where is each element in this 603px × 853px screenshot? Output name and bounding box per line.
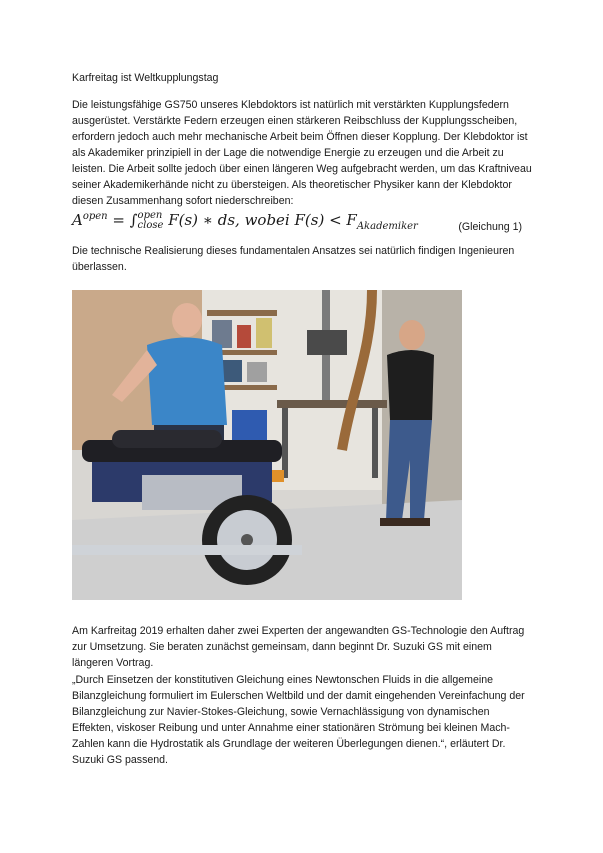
equation-lhs: A [72,211,83,229]
integral-lower-limit: close [137,220,164,231]
paragraph-realisation: Die technische Realisierung dieses fundamentalen Ansatzes sei natürlich findigen Ingenieuren überlassen. [72,245,515,273]
garage-photo [72,290,462,600]
equation-body: F(s) ∗ ds, wobei F(s) < F [168,211,357,229]
integral-upper-limit: open [137,210,163,221]
equation-formula: $A^{open}$ = ∫ open close F(s) ∗ ds, wobei $F(s) < F_{Akademiker}$ [72,210,418,232]
paragraph-quote: „Durch Einsetzen der konstitutiven Gleichung eines Newtonschen Fluids in die allgemeine Bilanzgleichung formuliert im Eulerschen Weltbild und der damit eingehenden Vereinfachung der Bilanzgleichung zur Navier-Stokes-Gleichung, sowie Vernachlässigung von dynamischen Effekten, viskoser Reibung und unter Annahme einer stationären Strömung bei kleinen Mach-Zahlen kann die Hydrostatik als Grundlage der weiteren Überlegungen dienen.“, erläutert Dr. Suzuki GS passend. [72,674,525,766]
equation-block [72,203,534,237]
equation-label: (Gleichung 1) [458,221,522,233]
paragraph-intro: Die leistungsfähige GS750 unseres Klebdoktors ist natürlich mit verstärkten Kupplungsfedern ausgerüstet. Verstärkte Federn erzeugen einen stärkeren Reibschluss der Kupplungsscheiben, erfordern jedoch auch mehr mechanische Arbeit beim Öffnen dieser Kopplung. Der Klebdoktor ist als Akademiker prinzipiell in der Lage die notwendige Energie zu erzeugen und die Arbeit zu leisten. Die Arbeit sollte jedoch über einen längeren Weg aufgebracht werden, um das Kraftniveau seiner Akademikerhände nicht zu übersteigen. Als theoretischer Physiker kann der Klebdoktor diesen Zusammenhang sofort niederschreiben: [72,99,532,207]
document-title: Karfreitag ist Weltkupplungstag [72,72,219,84]
equation-body-sub: Akademiker [356,221,418,232]
equation-lhs-sup: open [82,211,108,222]
paragraph-karfreitag: Am Karfreitag 2019 erhalten daher zwei Experten der angewandten GS-Technologie den Auftrag zur Umsetzung. Sie beraten zunächst gemeinsam, dann beginnt Dr. Suzuki GS mit einem längeren Vortrag. [72,625,525,669]
